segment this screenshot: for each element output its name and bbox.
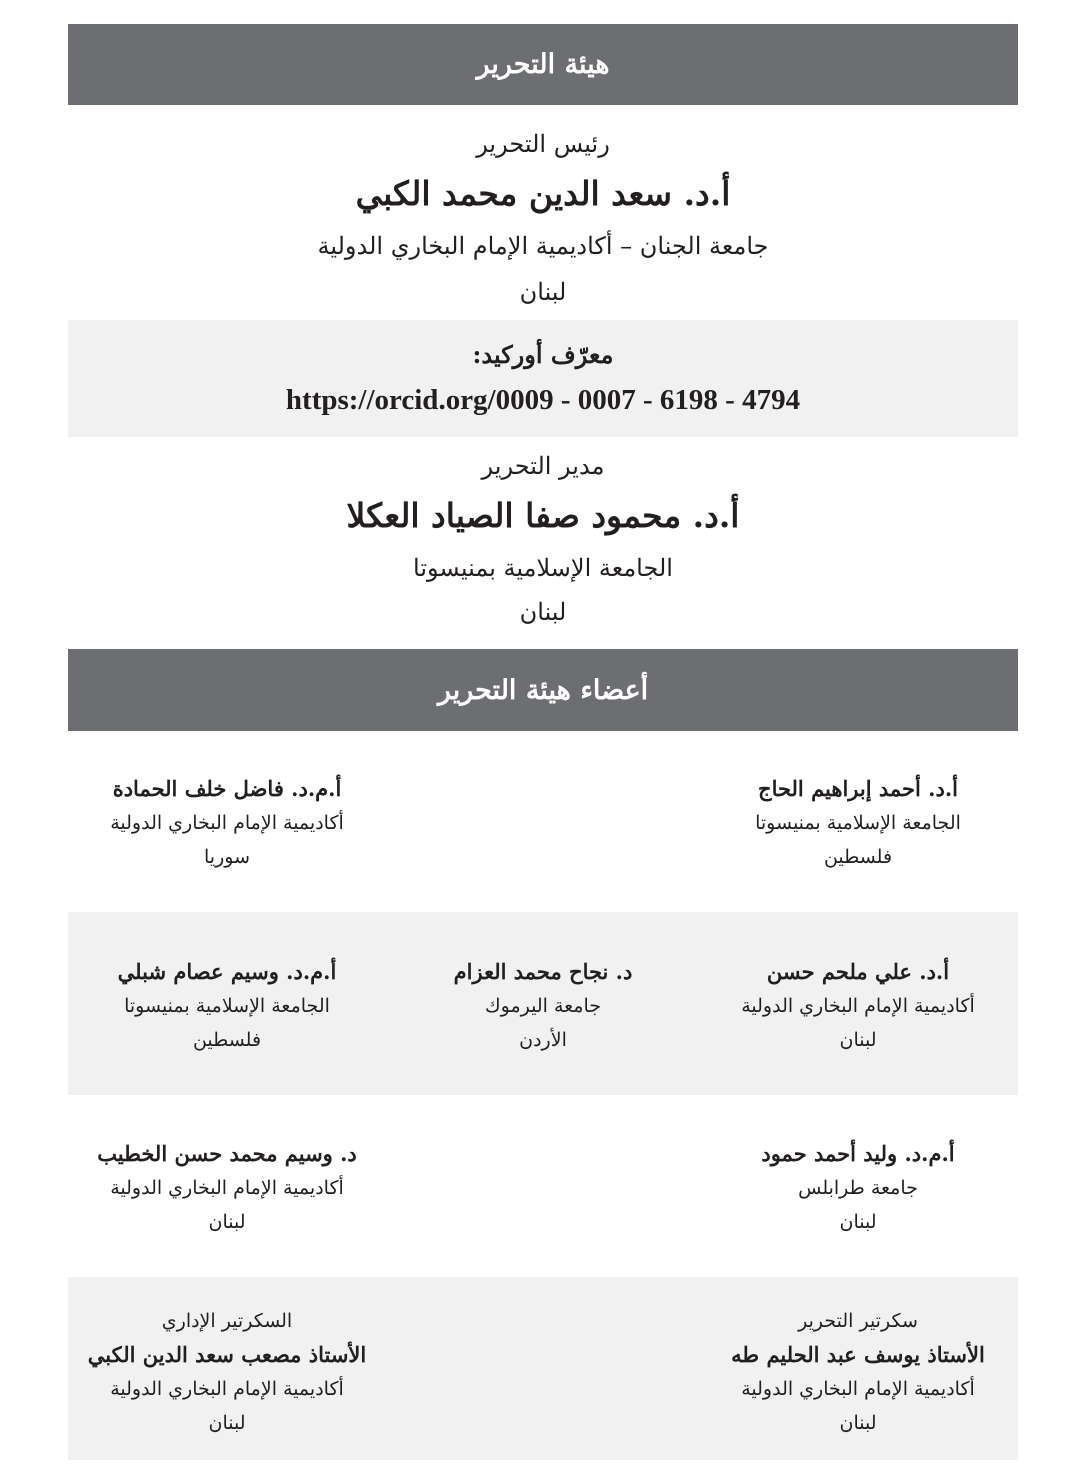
member-card xyxy=(393,955,693,1057)
member-country: لبنان xyxy=(839,1029,877,1051)
members-header xyxy=(68,649,1018,731)
secretary-role: سكرتير التحرير xyxy=(798,1310,918,1332)
editor-in-chief-country: لبنان xyxy=(519,278,567,306)
managing-editor-name: أ.د. محمود صفا الصياد العكلا xyxy=(346,496,740,535)
member-affiliation: جامعة اليرموك xyxy=(484,995,602,1017)
member-affiliation: الجامعة الإسلامية بمنيسوتا xyxy=(124,995,330,1017)
secretary-affiliation: أكاديمية الإمام البخاري الدولية xyxy=(110,1378,344,1400)
managing-editor-affiliation: الجامعة الإسلامية بمنيسوتا xyxy=(413,554,673,582)
member-affiliation: أكاديمية الإمام البخاري الدولية xyxy=(110,1177,344,1199)
members-title: أعضاء هيئة التحرير xyxy=(437,674,649,706)
managing-editor-role: مدير التحرير xyxy=(481,452,605,480)
member-card xyxy=(708,955,1008,1057)
secretary-affiliation: أكاديمية الإمام البخاري الدولية xyxy=(741,1378,975,1400)
orcid-link[interactable]: https://orcid.org/0009 - 0007 - 6198 - 4794 xyxy=(285,384,801,416)
member-country: فلسطين xyxy=(192,1029,262,1051)
member-card xyxy=(708,772,1008,874)
member-name: أ.م.د. وسيم عصام شبلي xyxy=(117,959,337,984)
orcid-label: معرّف أوركيد: xyxy=(472,340,614,369)
secretary-country: لبنان xyxy=(839,1412,877,1434)
member-country: لبنان xyxy=(208,1211,246,1233)
secretary-name: الأستاذ يوسف عبد الحليم طه xyxy=(731,1342,985,1367)
member-country: سوريا xyxy=(204,846,250,868)
secretary-card xyxy=(77,1304,377,1440)
member-affiliation: أكاديمية الإمام البخاري الدولية xyxy=(110,812,344,834)
member-country: فلسطين xyxy=(823,846,893,868)
member-card xyxy=(77,772,377,874)
member-name: أ.م.د. فاضل خلف الحمادة xyxy=(112,776,342,801)
secretary-role: السكرتير الإداري xyxy=(161,1310,293,1332)
secretary-card xyxy=(708,1304,1008,1440)
secretary-country: لبنان xyxy=(208,1412,246,1434)
member-name: د. نجاح محمد العزام xyxy=(453,959,633,984)
editor-in-chief-affiliation: جامعة الجنان – أكاديمية الإمام البخاري الدولية xyxy=(317,232,769,260)
member-card xyxy=(77,1137,377,1239)
member-country: لبنان xyxy=(839,1211,877,1233)
editor-in-chief-block xyxy=(68,128,1018,318)
editor-in-chief-role: رئيس التحرير xyxy=(476,130,610,158)
member-country: الأردن xyxy=(519,1029,567,1051)
member-name: أ.د. أحمد إبراهيم الحاج xyxy=(758,776,958,801)
member-name: د. وسيم محمد حسن الخطيب xyxy=(97,1141,357,1166)
managing-editor-block xyxy=(68,450,1018,640)
member-name: أ.م.د. وليد أحمد حمود xyxy=(761,1141,955,1166)
managing-editor-country: لبنان xyxy=(519,598,567,626)
member-affiliation: جامعة طرابلس xyxy=(798,1177,918,1199)
member-affiliation: الجامعة الإسلامية بمنيسوتا xyxy=(755,812,961,834)
editorial-board-title: هيئة التحرير xyxy=(476,49,610,80)
editorial-board-header xyxy=(68,24,1018,105)
member-name: أ.د. علي ملحم حسن xyxy=(766,959,950,984)
secretary-name: الأستاذ مصعب سعد الدين الكبي xyxy=(87,1342,367,1367)
editor-in-chief-name: أ.د. سعد الدين محمد الكبي xyxy=(355,174,731,213)
member-card xyxy=(77,955,377,1057)
member-affiliation: أكاديمية الإمام البخاري الدولية xyxy=(741,995,975,1017)
orcid-band xyxy=(68,320,1018,437)
member-card xyxy=(708,1137,1008,1239)
